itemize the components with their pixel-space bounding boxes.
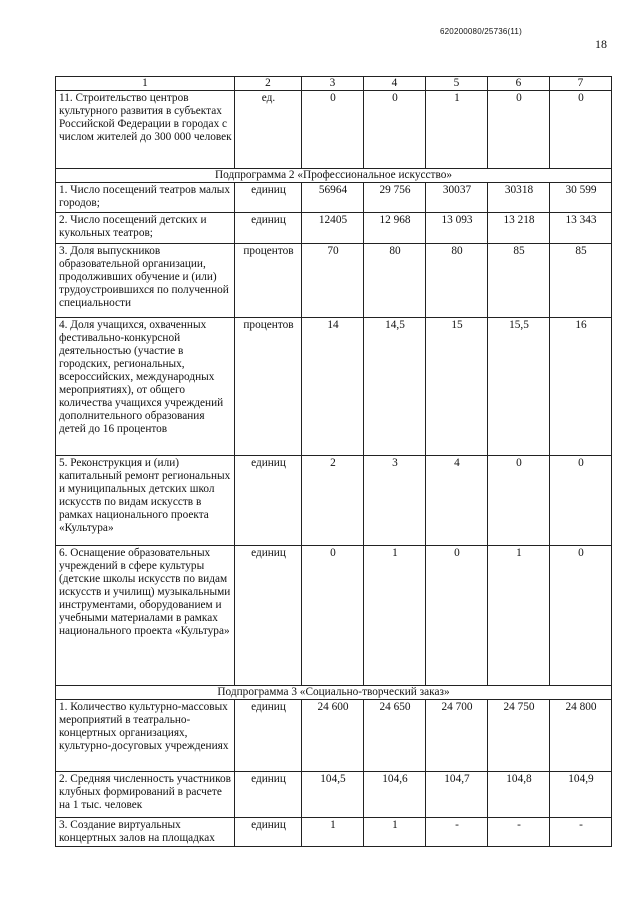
subprogram-heading-row bbox=[56, 169, 612, 183]
value-cell: 30037 bbox=[426, 183, 488, 213]
column-number-1: 1 bbox=[56, 77, 235, 91]
subprogram-heading: Подпрограмма 3 «Социально-творческий заказ» bbox=[56, 686, 612, 700]
value-cell: 12 968 bbox=[364, 213, 426, 244]
value-cell: 0 bbox=[488, 456, 550, 546]
value-cell: 13 343 bbox=[550, 213, 612, 244]
value-cell: 104,6 bbox=[364, 772, 426, 818]
value-cell: 85 bbox=[550, 244, 612, 318]
value-cell: 0 bbox=[488, 91, 550, 169]
value-cell: 104,9 bbox=[550, 772, 612, 818]
subprogram-heading-row bbox=[56, 686, 612, 700]
value-cell: 4 bbox=[426, 456, 488, 546]
value-cell: 104,7 bbox=[426, 772, 488, 818]
table-row bbox=[56, 546, 612, 686]
column-number-3: 3 bbox=[302, 77, 364, 91]
table-row bbox=[56, 318, 612, 456]
unit-cell: процентов bbox=[235, 244, 302, 318]
value-cell: 85 bbox=[488, 244, 550, 318]
table-row bbox=[56, 213, 612, 244]
column-number-5: 5 bbox=[426, 77, 488, 91]
value-cell: 16 bbox=[550, 318, 612, 456]
indicator-name: 3. Создание виртуальных концертных залов на площадках bbox=[56, 818, 235, 847]
unit-cell: процентов bbox=[235, 318, 302, 456]
value-cell: - bbox=[550, 818, 612, 847]
value-cell: 1 bbox=[364, 546, 426, 686]
value-cell: 0 bbox=[550, 91, 612, 169]
unit-cell: единиц bbox=[235, 456, 302, 546]
value-cell: 15,5 bbox=[488, 318, 550, 456]
unit-cell: единиц bbox=[235, 700, 302, 772]
value-cell: 12405 bbox=[302, 213, 364, 244]
table-row bbox=[56, 91, 612, 169]
value-cell: 0 bbox=[302, 91, 364, 169]
indicator-name: 4. Доля учащихся, охваченных фестивально-конкурсной деятельностью (участие в городских, региональных, всероссийских, международных мероприятиях), от общего количества учащихся учреждений дополнительного образования детей до 16 процентов bbox=[56, 318, 235, 456]
value-cell: 56964 bbox=[302, 183, 364, 213]
table-body bbox=[56, 77, 612, 847]
value-cell: 1 bbox=[488, 546, 550, 686]
value-cell: 24 600 bbox=[302, 700, 364, 772]
unit-cell: единиц bbox=[235, 213, 302, 244]
table-row bbox=[56, 183, 612, 213]
value-cell: - bbox=[488, 818, 550, 847]
column-number-7: 7 bbox=[550, 77, 612, 91]
indicator-name: 1. Количество культурно-массовых мероприятий в театрально-концертных организациях, культурно-досуговых учреждениях bbox=[56, 700, 235, 772]
value-cell: 0 bbox=[364, 91, 426, 169]
table-row bbox=[56, 456, 612, 546]
table-row bbox=[56, 700, 612, 772]
value-cell: 80 bbox=[426, 244, 488, 318]
value-cell: 14 bbox=[302, 318, 364, 456]
page-number: 18 bbox=[595, 37, 607, 51]
value-cell: 1 bbox=[364, 818, 426, 847]
value-cell: 30 599 bbox=[550, 183, 612, 213]
value-cell: 14,5 bbox=[364, 318, 426, 456]
value-cell: 15 bbox=[426, 318, 488, 456]
subprogram-heading: Подпрограмма 2 «Профессиональное искусство» bbox=[56, 169, 612, 183]
value-cell: 104,8 bbox=[488, 772, 550, 818]
value-cell: 24 650 bbox=[364, 700, 426, 772]
indicator-name: 11. Строительство центров культурного развития в субъектах Российской Федерации в городах с числом жителей до 300 000 человек bbox=[56, 91, 235, 169]
column-number-4: 4 bbox=[364, 77, 426, 91]
unit-cell: ед. bbox=[235, 91, 302, 169]
indicator-name: 1. Число посещений театров малых городов; bbox=[56, 183, 235, 213]
value-cell: 13 218 bbox=[488, 213, 550, 244]
unit-cell: единиц bbox=[235, 546, 302, 686]
value-cell: 0 bbox=[426, 546, 488, 686]
indicator-name: 3. Доля выпускников образовательной организации, продолживших обучение и (или) трудоустроившихся по полученной специальности bbox=[56, 244, 235, 318]
value-cell: 1 bbox=[302, 818, 364, 847]
value-cell: 0 bbox=[302, 546, 364, 686]
table-header-row bbox=[56, 77, 612, 91]
value-cell: 30318 bbox=[488, 183, 550, 213]
column-number-2: 2 bbox=[235, 77, 302, 91]
table-row bbox=[56, 818, 612, 847]
table-row bbox=[56, 244, 612, 318]
column-number-6: 6 bbox=[488, 77, 550, 91]
indicators-table bbox=[55, 76, 612, 847]
indicator-name: 2. Средняя численность участников клубных формирований в расчете на 1 тыс. человек bbox=[56, 772, 235, 818]
value-cell: 70 bbox=[302, 244, 364, 318]
indicator-name: 5. Реконструкция и (или) капитальный ремонт региональных и муниципальных детских школ искусств по видам искусств в рамках национального проекта «Культура» bbox=[56, 456, 235, 546]
value-cell: 13 093 bbox=[426, 213, 488, 244]
value-cell: - bbox=[426, 818, 488, 847]
unit-cell: единиц bbox=[235, 183, 302, 213]
value-cell: 0 bbox=[550, 546, 612, 686]
indicator-name: 2. Число посещений детских и кукольных театров; bbox=[56, 213, 235, 244]
unit-cell: единиц bbox=[235, 772, 302, 818]
value-cell: 24 750 bbox=[488, 700, 550, 772]
value-cell: 0 bbox=[550, 456, 612, 546]
table-row bbox=[56, 772, 612, 818]
value-cell: 24 700 bbox=[426, 700, 488, 772]
value-cell: 3 bbox=[364, 456, 426, 546]
value-cell: 104,5 bbox=[302, 772, 364, 818]
value-cell: 29 756 bbox=[364, 183, 426, 213]
value-cell: 2 bbox=[302, 456, 364, 546]
document-id: 620200080/25736(11) bbox=[440, 27, 522, 36]
value-cell: 24 800 bbox=[550, 700, 612, 772]
value-cell: 1 bbox=[426, 91, 488, 169]
indicator-name: 6. Оснащение образовательных учреждений в сфере культуры (детские школы искусств по видам искусств и училищ) музыкальными инструментами, оборудованием и учебными материалами в рамках национального проекта «Культура» bbox=[56, 546, 235, 686]
value-cell: 80 bbox=[364, 244, 426, 318]
unit-cell: единиц bbox=[235, 818, 302, 847]
